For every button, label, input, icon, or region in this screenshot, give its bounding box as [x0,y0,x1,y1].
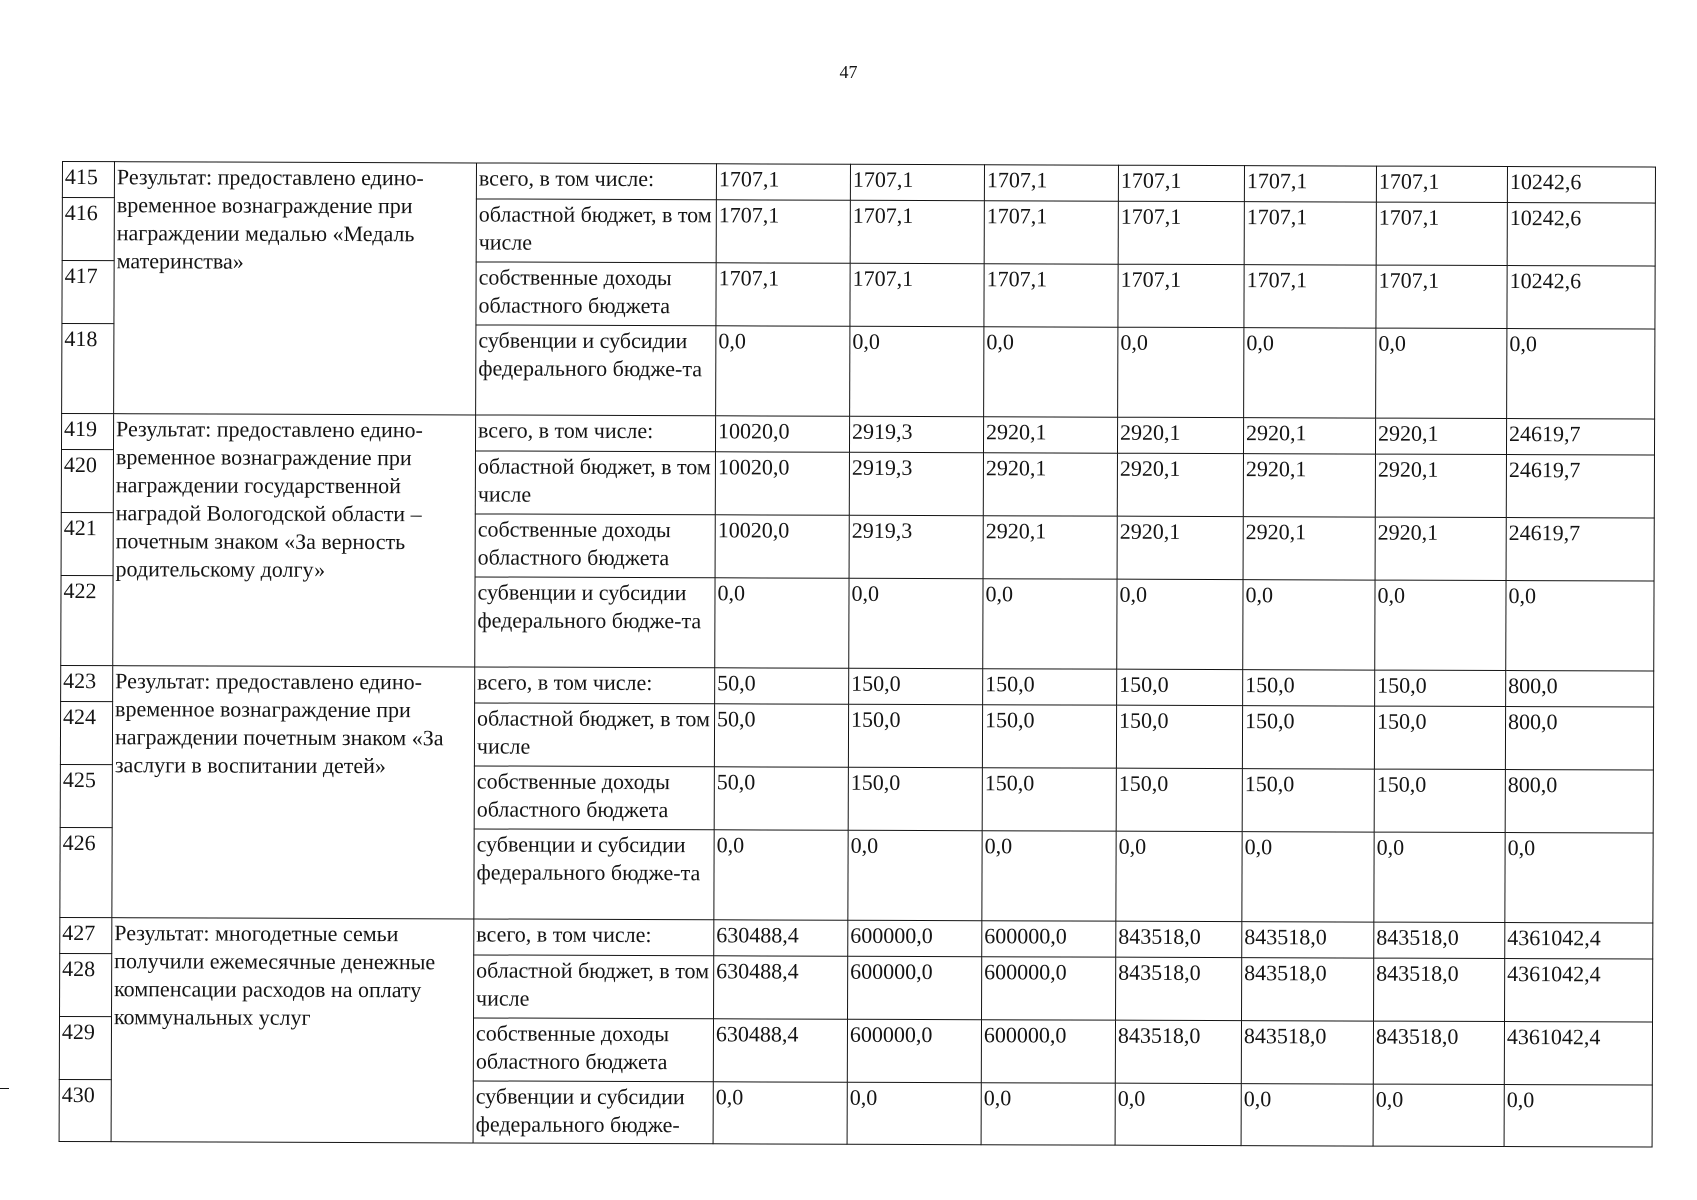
amount-value-cell: 150,0 [983,669,1117,705]
amount-value-cell: 600000,0 [847,1019,981,1082]
result-description-cell: Результат: многодетные семьи получили ежемесячные денежные компенсации расходов на оплату коммунальных услуг [111,918,474,1143]
amount-value-cell: 1707,1 [716,263,850,326]
amount-value-cell: 843518,0 [1374,922,1505,958]
amount-value-cell: 0,0 [984,327,1118,417]
amount-value-cell: 2920,1 [1243,454,1375,517]
funding-source-cell: субвенции и субсидии федерального бюдже-та [476,325,716,416]
total-value-cell: 10242,6 [1507,203,1655,267]
amount-value-cell: 0,0 [1241,1084,1373,1146]
amount-value-cell: 843518,0 [1116,921,1242,957]
amount-value-cell: 2920,1 [983,417,1117,453]
amount-value-cell: 630488,4 [713,1019,847,1082]
total-value-cell: 800,0 [1505,770,1653,834]
amount-value-cell: 1707,1 [1244,202,1376,265]
amount-value-cell: 0,0 [716,326,850,416]
total-value-cell: 24619,7 [1506,518,1654,582]
amount-value-cell: 0,0 [1376,328,1507,418]
amount-value-cell: 150,0 [848,704,982,767]
total-value-cell: 4361042,4 [1505,959,1653,1023]
funding-source-cell: собственные доходы областного бюджета [476,262,716,326]
amount-value-cell: 0,0 [1116,831,1242,921]
amount-value-cell: 0,0 [1244,328,1376,418]
amount-value-cell: 843518,0 [1242,922,1374,958]
page-number: 47 [839,62,858,82]
amount-value-cell: 1707,1 [716,164,850,200]
row-number-cell: 430 [59,1079,111,1141]
row-number-cell: 422 [61,575,113,665]
amount-value-cell: 600000,0 [982,921,1116,957]
amount-value-cell: 843518,0 [1241,1021,1373,1084]
amount-value-cell: 1707,1 [1244,265,1376,328]
amount-value-cell: 2920,1 [1375,418,1506,454]
row-number-cell: 426 [60,827,112,917]
amount-value-cell: 10020,0 [715,515,849,578]
amount-value-cell: 2920,1 [1375,517,1506,580]
amount-value-cell: 843518,0 [1374,958,1505,1021]
row-number-cell: 417 [62,261,114,324]
amount-value-cell: 630488,4 [714,920,848,956]
funding-source-cell: собственные доходы областного бюджета [473,1018,713,1082]
amount-value-cell: 10020,0 [715,452,849,515]
amount-value-cell: 150,0 [1243,670,1375,706]
amount-value-cell: 1707,1 [1118,264,1244,327]
total-value-cell: 800,0 [1505,707,1653,771]
result-description-cell: Результат: предоставлено едино-временное вознаграждение при награждении государственной наградой Вологодской области – почетным знаком «За верность родительскому долгу» [113,414,476,667]
row-number-cell: 420 [61,450,113,513]
amount-value-cell: 150,0 [848,767,982,830]
funding-source-cell: областной бюджет, в том числе [474,955,714,1019]
amount-value-cell: 0,0 [713,1082,847,1144]
amount-value-cell: 0,0 [1115,1083,1241,1145]
amount-value-cell: 150,0 [849,668,983,704]
row-number-cell: 424 [60,701,112,764]
amount-value-cell: 1707,1 [1376,166,1507,202]
budget-table [59,161,1656,1148]
amount-value-cell: 600000,0 [848,920,982,956]
table-row [61,414,1654,456]
funding-source-cell: всего, в том числе: [474,919,714,956]
amount-value-cell: 2919,3 [849,416,983,452]
amount-value-cell: 1707,1 [850,164,984,200]
amount-value-cell: 843518,0 [1242,958,1374,1021]
funding-source-cell: субвенции и субсидии федерального бюдже-та [474,829,714,920]
amount-value-cell: 150,0 [1242,769,1374,832]
amount-value-cell: 843518,0 [1116,957,1242,1020]
funding-source-cell: субвенции и субсидии федерального бюдже-та [475,577,715,668]
amount-value-cell: 2920,1 [1117,516,1243,579]
amount-value-cell: 150,0 [982,768,1116,831]
amount-value-cell: 630488,4 [714,956,848,1019]
amount-value-cell: 0,0 [849,578,983,668]
total-value-cell: 4361042,4 [1504,1022,1652,1086]
result-description-cell: Результат: предоставлено едино-временное вознаграждение при награждении медалью «Медаль материнства» [114,162,477,415]
amount-value-cell: 50,0 [715,668,849,704]
amount-value-cell: 2920,1 [983,453,1117,516]
total-value-cell: 24619,7 [1506,419,1654,456]
amount-value-cell: 150,0 [1116,705,1242,768]
amount-value-cell: 2919,3 [849,515,983,578]
amount-value-cell: 2920,1 [1117,417,1243,453]
amount-value-cell: 0,0 [1373,1084,1504,1146]
result-description-cell: Результат: предоставлено едино-временное вознаграждение при награждении почетным знаком «За заслуги в воспитании детей» [112,666,475,919]
amount-value-cell: 150,0 [1374,706,1505,769]
amount-value-cell: 0,0 [1118,327,1244,417]
row-number-cell: 415 [62,162,114,198]
table-row [60,917,1653,959]
row-number-cell: 419 [61,414,113,450]
row-number-cell: 418 [62,324,114,414]
amount-value-cell: 0,0 [1242,832,1374,922]
amount-value-cell: 0,0 [715,578,849,668]
amount-value-cell: 2920,1 [983,516,1117,579]
amount-value-cell: 1707,1 [1118,165,1244,201]
amount-value-cell: 2920,1 [1243,517,1375,580]
total-value-cell: 0,0 [1505,833,1653,924]
amount-value-cell: 150,0 [982,705,1116,768]
row-number-cell: 416 [62,198,114,261]
total-value-cell: 4361042,4 [1505,923,1653,960]
amount-value-cell: 1707,1 [1376,202,1507,265]
amount-value-cell: 0,0 [983,579,1117,669]
funding-source-cell: собственные доходы областного бюджета [475,514,715,578]
amount-value-cell: 1707,1 [1118,201,1244,264]
total-value-cell: 10242,6 [1507,167,1655,204]
row-number-cell: 427 [60,917,112,953]
amount-value-cell: 50,0 [714,767,848,830]
row-number-cell: 429 [59,1016,111,1079]
total-value-cell: 24619,7 [1506,455,1654,519]
amount-value-cell: 1707,1 [984,165,1118,201]
amount-value-cell: 1707,1 [716,200,850,263]
total-value-cell: 0,0 [1506,581,1654,672]
amount-value-cell: 1707,1 [850,263,984,326]
amount-value-cell: 0,0 [850,326,984,416]
amount-value-cell: 150,0 [1374,769,1505,832]
total-value-cell: 0,0 [1504,1085,1652,1148]
amount-value-cell: 2920,1 [1375,454,1506,517]
amount-value-cell: 600000,0 [982,957,1116,1020]
amount-value-cell: 1707,1 [984,201,1118,264]
amount-value-cell: 10020,0 [715,416,849,452]
total-value-cell: 800,0 [1506,671,1654,708]
amount-value-cell: 0,0 [1243,580,1375,670]
funding-source-cell: областной бюджет, в том числе [475,451,715,515]
amount-value-cell: 843518,0 [1373,1021,1504,1084]
amount-value-cell: 150,0 [1375,670,1506,706]
table-row [61,665,1654,707]
total-value-cell: 0,0 [1507,329,1655,420]
amount-value-cell: 150,0 [1116,768,1242,831]
amount-value-cell: 600000,0 [981,1020,1115,1083]
table-body [59,162,1655,1148]
amount-value-cell: 2919,3 [849,452,983,515]
funding-source-cell: областной бюджет, в том числе [476,199,716,263]
row-number-cell: 428 [60,953,112,1016]
amount-value-cell: 0,0 [847,1082,981,1144]
table-row [62,162,1655,204]
amount-value-cell: 0,0 [1374,832,1505,922]
funding-source-cell: собственные доходы областного бюджета [474,766,714,830]
funding-source-cell: областной бюджет, в том числе [474,703,714,767]
row-number-cell: 421 [61,512,113,575]
amount-value-cell: 0,0 [981,1083,1115,1145]
amount-value-cell: 0,0 [1117,579,1243,669]
margin-mark [0,1088,9,1089]
amount-value-cell: 600000,0 [848,956,982,1019]
amount-value-cell: 843518,0 [1115,1020,1241,1083]
amount-value-cell: 0,0 [714,830,848,920]
amount-value-cell: 1707,1 [1376,265,1507,328]
amount-value-cell: 0,0 [982,831,1116,921]
amount-value-cell: 2920,1 [1117,453,1243,516]
row-number-cell: 423 [61,665,113,701]
amount-value-cell: 150,0 [1117,669,1243,705]
funding-source-cell: всего, в том числе: [476,163,716,200]
amount-value-cell: 0,0 [848,830,982,920]
funding-source-cell: всего, в том числе: [475,667,715,704]
amount-value-cell: 1707,1 [1244,166,1376,202]
total-value-cell: 10242,6 [1507,266,1655,330]
amount-value-cell: 1707,1 [984,264,1118,327]
amount-value-cell: 2920,1 [1243,418,1375,454]
amount-value-cell: 0,0 [1375,580,1506,670]
amount-value-cell: 1707,1 [850,200,984,263]
amount-value-cell: 50,0 [714,704,848,767]
funding-source-cell: всего, в том числе: [475,415,715,452]
funding-source-cell: субвенции и субсидии федерального бюдже- [473,1081,713,1144]
amount-value-cell: 150,0 [1242,706,1374,769]
row-number-cell: 425 [60,764,112,827]
